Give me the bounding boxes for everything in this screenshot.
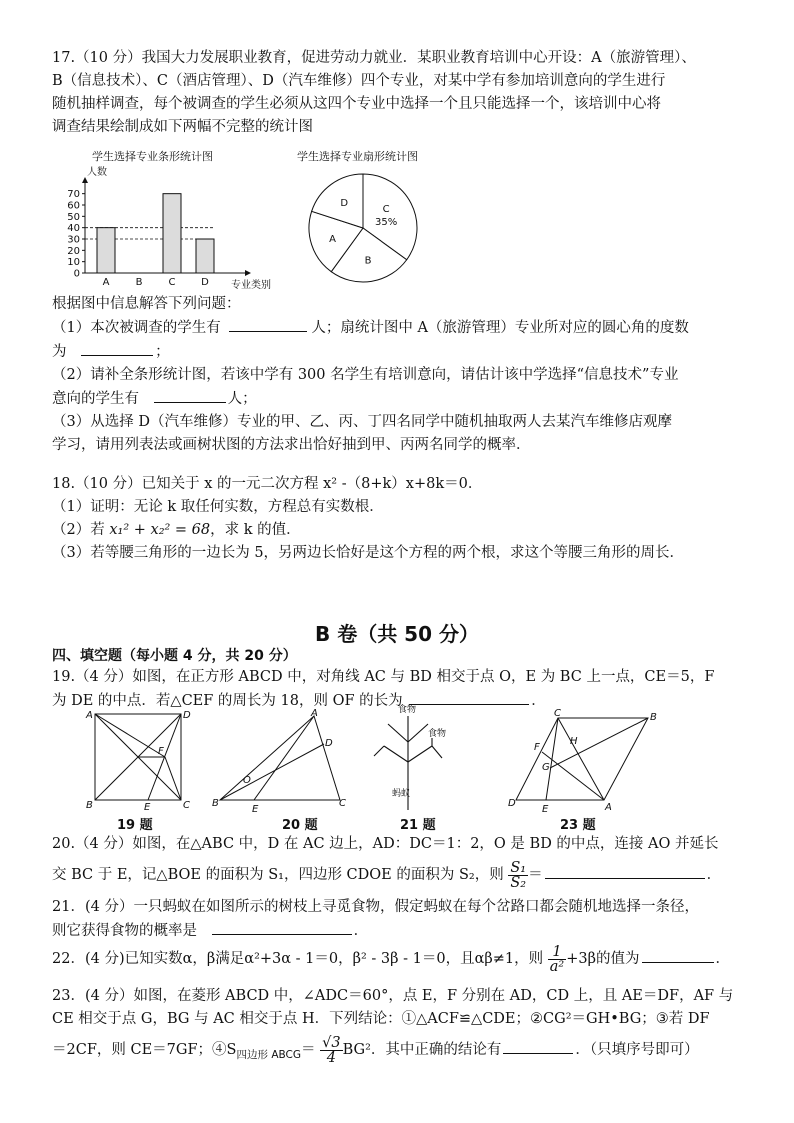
q21 <box>52 896 752 943</box>
numerator: √3 <box>322 1034 341 1051</box>
x-tick-label: C <box>168 277 176 288</box>
q17-line-4: 调查结果绘制成如下两幅不完整的统计图 <box>52 119 313 135</box>
x-tick-label: A <box>102 277 110 288</box>
q17-part3-cont: 学习，请用列表法或画树状图的方法求出恰好抽到甲、丙两名同学的概率． <box>52 437 531 453</box>
pie-chart-title: 学生选择专业扇形统计图 <box>297 150 418 163</box>
section-heading: 四、填空题（每小题 4 分，共 20 分） <box>52 648 297 664</box>
q17-p1b: 人；扇统计图中 A（旅游管理）专业所对应的圆心角的度数 <box>311 320 689 336</box>
q17-p1d: ； <box>155 344 170 360</box>
q17-p1a: （1）本次被调查的学生有 <box>52 320 221 336</box>
figure-label: D <box>325 738 333 749</box>
answer-blank[interactable] <box>642 947 714 963</box>
figure-label: A <box>86 710 93 721</box>
figure-label: B <box>86 800 93 811</box>
figure-label: E <box>542 804 549 813</box>
q18-p2a: （2）若 <box>52 522 105 538</box>
q21-l2: 则它获得食物的概率是 <box>52 923 197 939</box>
y-tick-label: 10 <box>67 257 80 269</box>
pie-chart <box>305 170 425 290</box>
x-tick-label: B <box>135 277 143 288</box>
q18-part3: （3）若等腰三角形的一边长为 5，另两边长恰好是这个方程的两个根，求这个等腰三角形的周长． <box>52 545 685 561</box>
q17-after: 根据图中信息解答下列问题： <box>52 296 241 312</box>
figure-caption: 21 题 <box>400 818 436 833</box>
figure-label: C <box>183 800 190 811</box>
figure-19 <box>85 708 195 813</box>
q17-p2b: 意向的学生有 <box>52 391 139 407</box>
y-tick-label: 0 <box>73 268 80 280</box>
pie-label: D <box>340 198 349 210</box>
figure-label: B <box>650 712 657 723</box>
q23-l3b: ＝ <box>301 1042 316 1058</box>
figure-label: E <box>144 802 151 813</box>
answer-blank[interactable] <box>229 316 307 332</box>
q17-p2c: 人； <box>227 391 257 407</box>
bar-chart-title: 学生选择专业条形统计图 <box>92 150 213 163</box>
q19-l2: 为 DE 的中点．若△CEF 的周长为 18，则 OF 的长为 <box>52 693 403 709</box>
q18-part1: （1）证明：无论 k 取任何实数，方程总有实数根． <box>52 499 384 515</box>
q17-part1 <box>52 316 752 340</box>
q22 <box>52 940 752 978</box>
q22-end: ． <box>715 951 730 967</box>
q20-line-2 <box>52 856 752 894</box>
figure-label: C <box>339 798 346 809</box>
q23-end: ．（只填序号即可） <box>575 1042 699 1058</box>
figure-label: C <box>554 708 561 719</box>
figure-label: D <box>508 798 516 809</box>
q18-equation: x₁² + x₂² = 68 <box>109 522 211 538</box>
denominator: S₂ <box>510 874 527 891</box>
q17-part2: （2）请补全条形统计图，若该中学有 300 名学生有培训意向，请估计该中学选择“信息技术”专业 <box>52 367 679 383</box>
q22-l1b: +3β的值为 <box>566 951 640 967</box>
y-tick-label: 40 <box>67 223 80 235</box>
q22-line-1 <box>52 940 752 978</box>
figure-label: B <box>212 798 219 809</box>
bar-D <box>196 239 214 273</box>
bar-A <box>97 228 115 273</box>
figure-label: E <box>252 804 259 813</box>
x-axis-label: 专业类别 <box>231 280 271 291</box>
figure-21 <box>370 700 460 812</box>
y-tick-label: 70 <box>67 189 80 201</box>
q17-line-3: 随机抽样调查，每个被调查的学生必须从这四个专业中选择一个且只能选择一个，该培训中心将 <box>52 96 661 112</box>
q17-questions <box>52 293 752 457</box>
fraction <box>320 1036 342 1065</box>
figure-label: H <box>570 736 578 747</box>
denominator: a² <box>549 958 565 975</box>
q17-part3: （3）从选择 D（汽车维修）专业的甲、乙、丙、丁四名同学中随机抽取两人去某汽车维修店观摩 <box>52 414 672 430</box>
figure-caption: 20 题 <box>282 818 318 833</box>
x-axis-arrow <box>245 270 251 276</box>
numerator: 1 <box>548 945 566 960</box>
figure-label: F <box>534 742 540 753</box>
y-tick-label: 20 <box>67 245 80 257</box>
q17-line-2: B（信息技术）、C（酒店管理）、D（汽车维修）四个专业，对某中学有参加培训意向的学生进行 <box>52 73 666 89</box>
q21-line-1: 21．(4 分）一只蚂蚁在如图所示的树枝上寻觅食物，假定蚂蚁在每个岔路口都会随机地选择一条径， <box>52 899 699 915</box>
numerator: S₁ <box>510 859 527 876</box>
q22-l1a: 22．(4 分)已知实数α，β满足α²+3α - 1＝0，β² - 3β - 1＝0，且αβ≠1，则 <box>52 951 544 967</box>
fraction <box>548 945 566 974</box>
q23-line-1: 23．(4 分）如图，在菱形 ABCD 中，∠ADC＝60°，点 E，F 分别在 AD，CD 上，且 AE＝DF，AF 与 <box>52 988 734 1004</box>
y-tick-label: 50 <box>67 211 80 223</box>
pie-label: A <box>329 233 336 245</box>
bar-chart <box>55 163 285 293</box>
figure-label: F <box>158 746 164 757</box>
pie-annotation: 35% <box>375 217 398 229</box>
q20-l2a: 交 BC 于 E，记△BOE 的面积为 S₁，四边形 CDOE 的面积为 S₂，则 <box>52 867 504 883</box>
figure-label: A <box>311 708 318 719</box>
answer-blank[interactable] <box>154 387 226 403</box>
q17-line-1: 17.（10 分）我国大力发展职业教育，促进劳动力就业．某职业教育培训中心开设：A（旅游管理）、 <box>52 50 696 66</box>
q18 <box>52 473 752 565</box>
answer-blank[interactable] <box>81 340 153 356</box>
section-b-title: B 卷（共 50 分） <box>315 622 479 646</box>
q19-end: ． <box>531 693 546 709</box>
figure-label: 蚂蚁 <box>392 789 411 799</box>
q23-l3c: BG²．其中正确的结论有 <box>342 1042 502 1058</box>
figure-label: A <box>605 802 612 813</box>
q23 <box>52 985 752 1069</box>
pie-label: B <box>364 255 372 267</box>
q23-subscript: 四边形 ABCG <box>236 1048 301 1061</box>
figure-label: G <box>542 762 550 773</box>
q19-line-1: 19.（4 分）如图，在正方形 ABCD 中，对角线 AC 与 BD 相交于点 O，E 为 BC 上一点，CE＝5，F <box>52 669 715 685</box>
y-axis-label: 人数 <box>87 167 107 178</box>
figure-caption: 19 题 <box>117 818 153 833</box>
q18-stem: 18.（10 分）已知关于 x 的一元二次方程 x² -（8+k）x+8k＝0． <box>52 476 483 492</box>
q17-part2-cont <box>52 387 752 411</box>
q23-line-3 <box>52 1031 752 1069</box>
q17-stem <box>52 47 752 139</box>
q20 <box>52 833 752 894</box>
figure-label: 食物 <box>398 705 417 715</box>
figure-23 <box>508 708 668 813</box>
figure-label: O <box>243 775 251 786</box>
y-tick-label: 60 <box>67 200 80 212</box>
figure-caption: 23 题 <box>560 818 596 833</box>
x-tick-label: D <box>201 277 209 288</box>
q23-l3a: ＝2CF，则 CE＝7GF；④S <box>52 1042 237 1058</box>
q18-part2 <box>52 519 752 542</box>
q23-line-2: CE 相交于点 G，BG 与 AC 相交于点 H．下列结论：①△ACF≌△CDE；②CG²＝GH•BG；③若 DF <box>52 1011 710 1027</box>
q18-p2b: ，求 k 的值． <box>210 522 301 538</box>
answer-blank[interactable] <box>545 863 705 879</box>
q20-end: ． <box>706 867 722 883</box>
answer-blank[interactable] <box>212 919 352 935</box>
q20-line-1: 20.（4 分）如图，在△ABC 中，D 在 AC 边上，AD：DC＝1：2，O 是 BD 的中点，连接 AO 并延长 <box>52 836 719 852</box>
bar-C <box>163 194 181 273</box>
figure-20 <box>212 708 352 813</box>
q21-end: ． <box>353 923 369 939</box>
denominator: 4 <box>326 1049 336 1066</box>
q17-part1-cont <box>52 340 752 364</box>
figure-label: D <box>183 710 191 721</box>
answer-blank[interactable] <box>503 1038 573 1054</box>
q17-p1c: 为 <box>52 344 67 360</box>
pie-label: C <box>382 204 390 216</box>
figure-label: 食物 <box>428 729 447 739</box>
q20-l2b: ＝ <box>528 867 543 883</box>
fraction <box>508 861 528 890</box>
y-tick-label: 30 <box>67 234 80 246</box>
